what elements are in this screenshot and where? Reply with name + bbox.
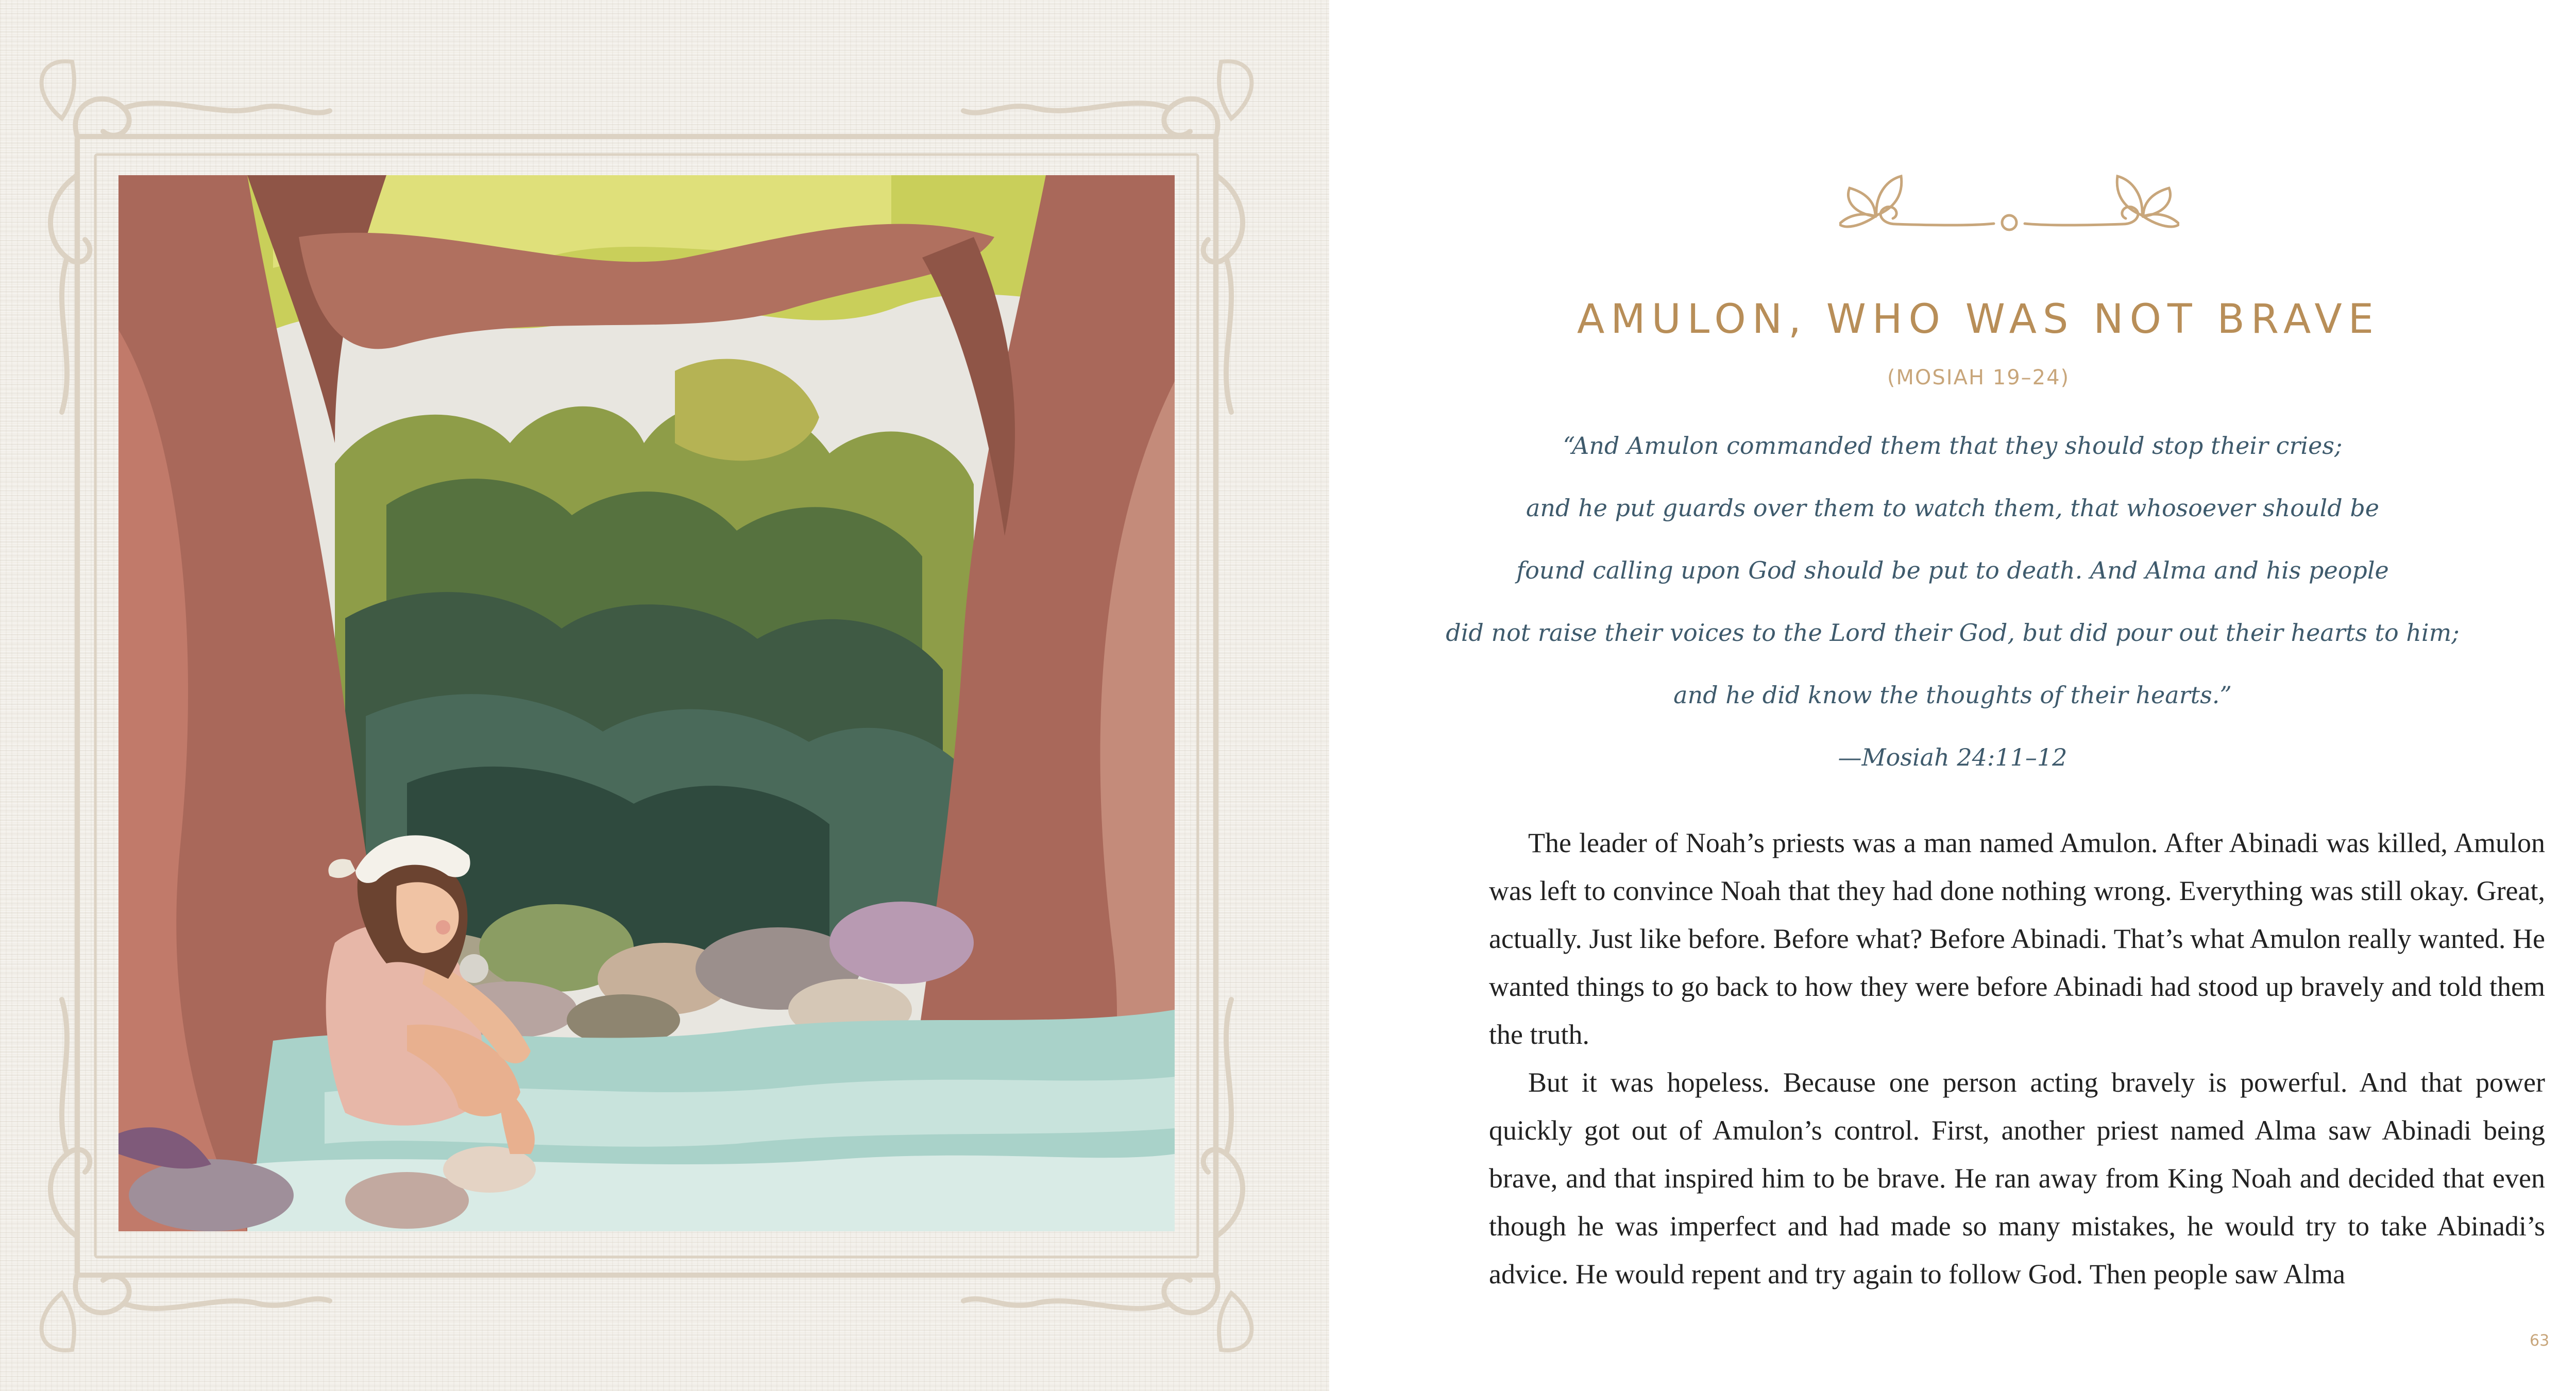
epigraph-line: did not raise their voices to the Lord their God, but did pour out their hearts to him; (1446, 619, 2460, 647)
chapter-title: AMULON, WHO WAS NOT BRAVE (1577, 296, 2380, 343)
paragraph: But it was hopeless. Because one person acting bravely is powerful. And that power quickly got out of Amulon’s control. First, another priest named Alma saw Abinadi being brave, and that inspired him to be brave. He ran away from King Noah and decided that even though he was imperfect and had made so many mistakes, he would try to take Abinadi’s advice. He would repent and try again to follow God. Then people saw Alma (1489, 1067, 2545, 1290)
scripture-reference: (MOSIAH 19–24) (1887, 366, 2070, 389)
epigraph-line: and he put guards over them to watch them, that whosoever should be (1526, 494, 2379, 522)
epigraph (1329, 415, 2576, 789)
epigraph-line: found calling upon God should be put to death. And Alma and his people (1516, 556, 2389, 584)
right-page (1329, 0, 2576, 1391)
vine-ornament-icon (1839, 165, 2179, 237)
page-number: 63 (2530, 1332, 2550, 1350)
epigraph-line: “And Amulon commanded them that they should stop their cries; (1563, 432, 2343, 460)
body-text (1489, 819, 2545, 1298)
paragraph: The leader of Noah’s priests was a man named Amulon. After Abinadi was killed, Amulon was left to convince Noah that they had done nothing wrong. Everything was still okay. Great, actually. Just like before. Before what? Before Abinadi. That’s what Amulon really wanted. He wanted things to go back to how they were before Abinadi had stood up bravely and told them the truth. (1489, 827, 2545, 1050)
epigraph-line: and he did know the thoughts of their hearts.” (1673, 681, 2232, 709)
stream-illustration (118, 175, 1175, 1231)
epigraph-citation: —Mosiah 24:11–12 (1838, 743, 2067, 771)
